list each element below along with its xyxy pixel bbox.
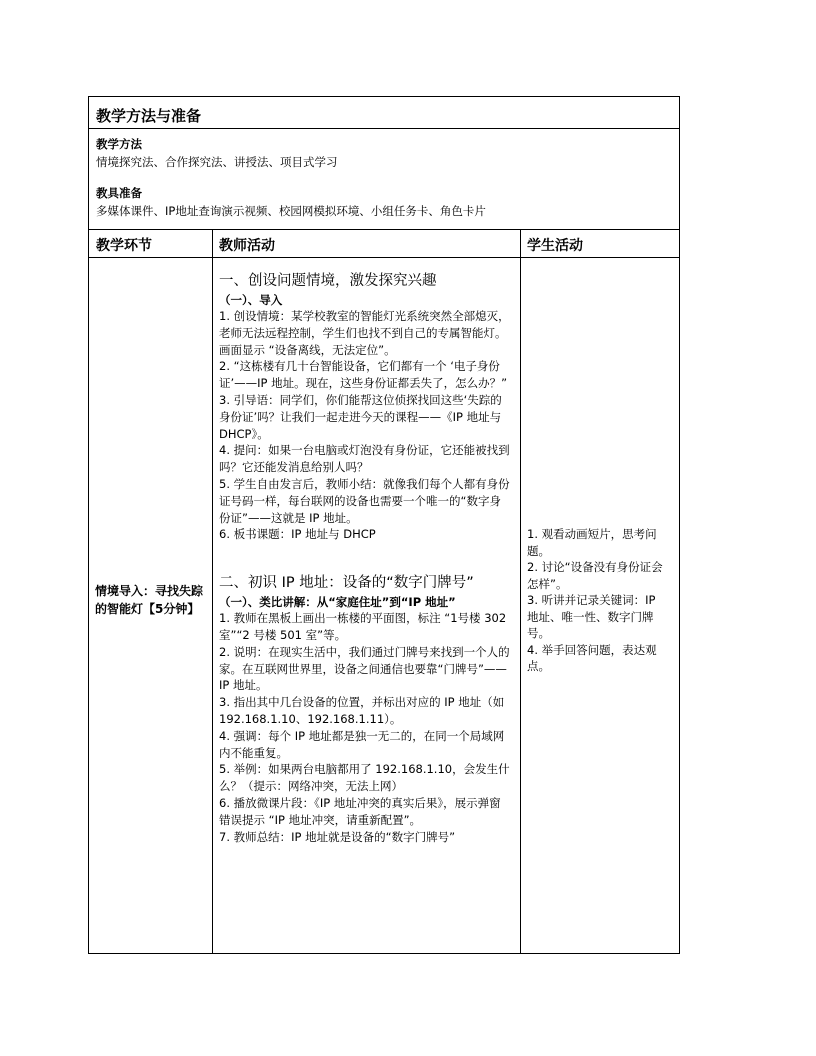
part1-subtitle: （一）、导入 — [219, 293, 283, 307]
list-item: 1. 教师在黑板上画出一栋楼的平面图，标注 “1号楼 302 室”“2 号楼 501 室”等。 — [219, 611, 507, 642]
list-item: 4. 提问：如果一台电脑或灯泡没有身份证，它还能被找到吗？它还能发消息给别人吗？ — [219, 443, 510, 475]
section-header-row — [89, 97, 679, 129]
list-item: 5. 学生自由发言后，教师小结：就像我们每个人都有身份证号码一样，每台联网的设备也需要一个唯一的“数字身份证”——这就是 IP 地址。 — [219, 476, 510, 525]
part1-title: 一、创设问题情境，激发探究兴趣 — [219, 273, 437, 289]
tools-text: 多媒体课件、IP地址查询演示视频、校园网模拟环境、小组任务卡、角色卡片 — [96, 204, 486, 218]
header-teacher-activity: 教师活动 — [219, 238, 275, 254]
teacher-activity-cell — [219, 258, 511, 953]
header-stage: 教学环节 — [96, 238, 152, 254]
part2-title: 二、初识 IP 地址：设备的“数字门牌号” — [219, 575, 474, 592]
methods-label: 教学方法 — [96, 137, 142, 151]
list-item: 6. 播放微课片段：《IP 地址冲突的真实后果》，展示弹窗错误提示 “IP 地址冲突，请重新配置”。 — [219, 795, 501, 827]
stage-cell — [89, 258, 212, 953]
list-item: 1. 观看动画短片，思考问题。 — [527, 527, 657, 558]
list-item: 7. 教师总结：IP 地址就是设备的“数字门牌号” — [219, 829, 456, 844]
list-item: 4. 举手回答问题，表达观点。 — [527, 642, 657, 673]
spacer — [219, 543, 511, 573]
list-item: 1. 创设情境：某学校教室的智能灯光系统突然全部熄灭，老师无法远程控制，学生们也找不到自己的专属智能灯。画面显示 “设备离线，无法定位”。 — [219, 309, 510, 357]
spacer — [96, 171, 486, 184]
list-item: 3. 听讲并记录关键词：IP 地址、唯一性、数字门牌号。 — [527, 593, 656, 640]
list-item: 2. “这栋楼有几十台智能设备，它们都有一个 ‘电子身份证’——IP 地址。现在，这些身份证都丢失了，怎么办？” — [219, 359, 508, 391]
list-item: 5. 举例：如果两台电脑都用了 192.168.1.10，会发生什么？（提示：网络冲突，无法上网） — [219, 762, 510, 794]
tools-label: 教具准备 — [96, 186, 142, 200]
table-header-row — [89, 230, 679, 258]
list-item: 2. 说明：在现实生活中，我们通过门牌号来找到一个人的家。在互联网世界里，设备之间通信也要靠“门牌号”——IP 地址。 — [219, 644, 510, 693]
list-item: 4. 强调：每个 IP 地址都是独一无二的，在同一个局域网内不能重复。 — [219, 728, 505, 760]
student-activity-cell — [527, 258, 667, 953]
list-item: 3. 指出其中几台设备的位置，并标出对应的 IP 地址（如 192.168.1.10、192.168.1.11）。 — [219, 695, 505, 726]
section-title: 教学方法与准备 — [96, 107, 202, 125]
list-item: 3. 引导语：同学们，你们能帮这位侦探找回这些‘失踪的身份证’吗？让我们一起走进今天的课程——《IP 地址与 DHCP》。 — [219, 392, 502, 441]
list-item: 2. 讨论“设备没有身份证会怎样”。 — [527, 560, 663, 591]
methods-text: 情境探究法、合作探究法、讲授法、项目式学习 — [96, 155, 338, 169]
header-student-activity: 学生活动 — [527, 238, 583, 254]
list-item: 6. 板书课题：IP 地址与 DHCP — [219, 527, 376, 542]
methods-preparation-cell — [89, 97, 679, 230]
column-divider — [520, 230, 521, 953]
preparation-block — [96, 135, 486, 220]
student-activity-list — [527, 526, 667, 675]
column-divider — [212, 230, 213, 953]
stage-label: 情境导入：寻找失踪的智能灯【5分钟】 — [95, 584, 204, 616]
part2-subtitle: （一）、类比讲解：从“家庭住址”到“IP 地址” — [219, 595, 456, 610]
lesson-plan-table — [88, 96, 680, 954]
